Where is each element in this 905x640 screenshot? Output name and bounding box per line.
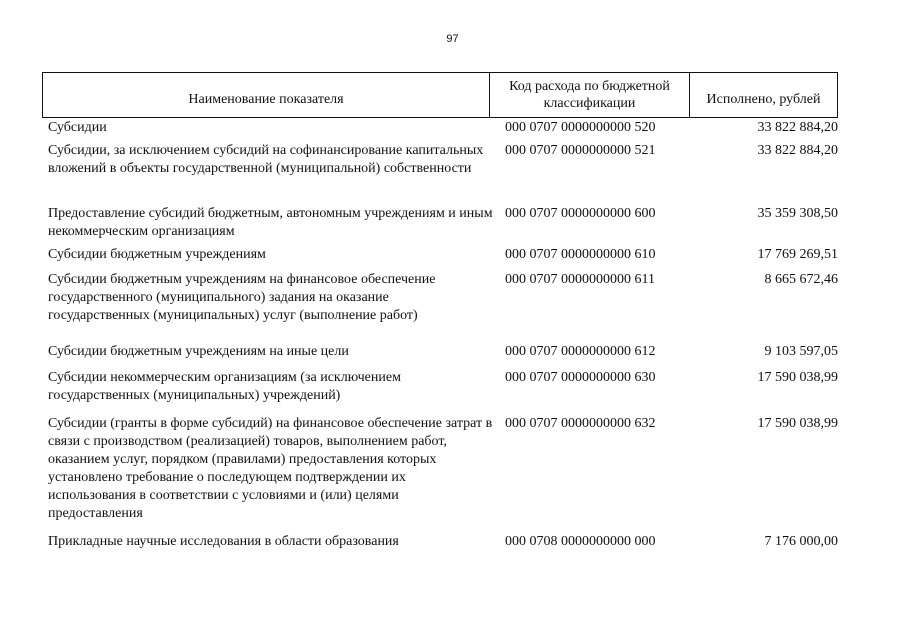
row-amount: 35 359 308,50 xyxy=(757,206,838,221)
page-number: 97 xyxy=(446,33,459,45)
row-code: 000 0707 0000000000 600 xyxy=(505,206,656,221)
row-name: Субсидии xyxy=(48,120,107,135)
row-name: Субсидии (гранты в форме субсидий) на финансовое обеспечение затрат в связи с производством (реализацией) товаров, выполнением работ, оказанием услуг, порядком (правилами) предоставления которых установлено требование о последующем подтверждении их использования в соответствии с условиями и (или) целями предоставления xyxy=(48,416,493,521)
row-code: 000 0707 0000000000 612 xyxy=(505,344,656,359)
table-header xyxy=(42,72,838,118)
row-amount: 7 176 000,00 xyxy=(764,534,838,549)
row-name: Предоставление субсидий бюджетным, автономным учреждениям и иным некоммерческим организациям xyxy=(48,206,493,239)
header-name: Наименование показателя xyxy=(43,73,490,117)
row-amount: 17 590 038,99 xyxy=(757,370,838,385)
row-code: 000 0707 0000000000 610 xyxy=(505,247,656,262)
row-code: 000 0707 0000000000 521 xyxy=(505,143,656,158)
row-code: 000 0707 0000000000 520 xyxy=(505,120,656,135)
row-amount: 17 769 269,51 xyxy=(757,247,838,262)
row-amount: 9 103 597,05 xyxy=(764,344,838,359)
row-code: 000 0707 0000000000 630 xyxy=(505,370,656,385)
row-name: Субсидии некоммерческим организациям (за исключением государственных (муниципальных) учреждений) xyxy=(48,370,401,403)
row-name: Субсидии бюджетным учреждениям на финансовое обеспечение государственного (муниципального) задания на оказание государственных (муниципальных) услуг (выполнение работ) xyxy=(48,272,436,323)
row-name: Субсидии, за исключением субсидий на софинансирование капитальных вложений в объекты государственной (муниципальной) собственности xyxy=(48,143,484,176)
row-name: Прикладные научные исследования в области образования xyxy=(48,534,399,549)
header-amount: Исполнено, рублей xyxy=(706,91,821,107)
row-amount: 33 822 884,20 xyxy=(757,120,838,135)
row-amount: 33 822 884,20 xyxy=(757,143,838,158)
row-amount: 8 665 672,46 xyxy=(764,272,838,287)
row-name: Субсидии бюджетным учреждениям xyxy=(48,247,266,262)
header-code: Код расхода по бюджетной классификации xyxy=(490,73,690,117)
row-name: Субсидии бюджетным учреждениям на иные цели xyxy=(48,344,349,359)
row-code: 000 0707 0000000000 611 xyxy=(505,272,655,287)
row-amount: 17 590 038,99 xyxy=(757,416,838,431)
row-code: 000 0708 0000000000 000 xyxy=(505,534,656,549)
row-code: 000 0707 0000000000 632 xyxy=(505,416,656,431)
